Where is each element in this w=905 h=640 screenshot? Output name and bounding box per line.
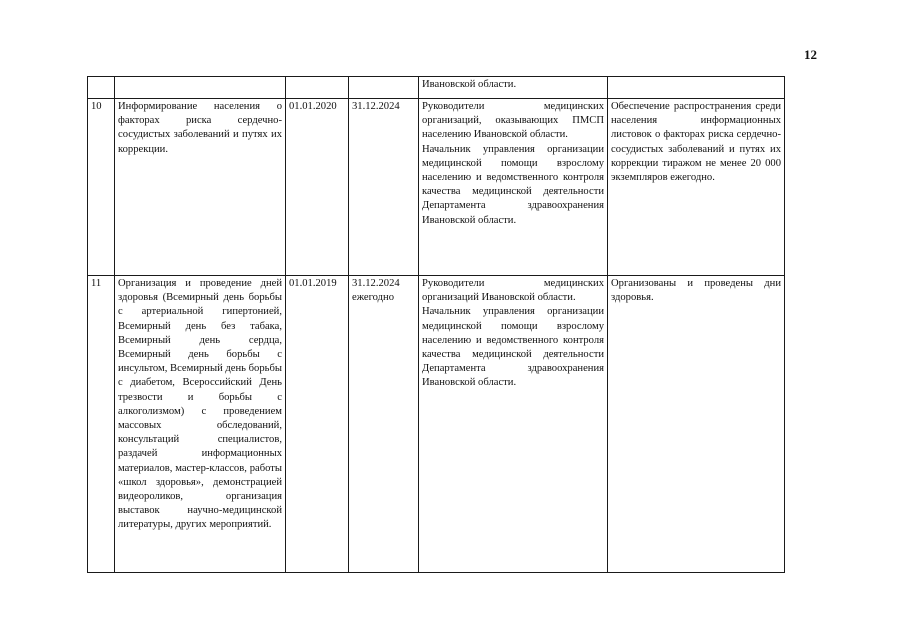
row-number-cell: 11 bbox=[88, 276, 115, 573]
result-cell bbox=[608, 77, 785, 99]
responsible-text: Начальник управления организации медицинской помощи взрослому населению и ведомственного контроля качества медицинской деятельности Департамента здравоохранения Ивановской области. bbox=[422, 306, 604, 389]
activity-cell: Информирование населения о факторах риска сердечно-сосудистых заболеваний и путях их коррекции. bbox=[115, 99, 286, 276]
row-number-cell bbox=[88, 77, 115, 99]
table-row bbox=[88, 77, 785, 99]
responsible-text: Руководители медицинских организаций, оказывающих ПМСП населению Ивановской области. bbox=[422, 101, 604, 141]
activity-cell: Организация и проведение дней здоровья (Всемирный день борьбы с артериальной гипертонией, Всемирный день без табака, Всемирный день сердца, Всемирный день борьбы с инсультом, Всемирный день борьбы с диабетом, Всероссийский День трезвости и борьбы с алкоголизмом) с проведением массовых обследований, консультаций специалистов, раздачей информационных материалов, мастер-классов, работы «школ здоровья», демонстрацией видеороликов, организация выставок научно-медицинской литературы, других мероприятий. bbox=[115, 276, 286, 573]
table-row bbox=[88, 276, 785, 573]
end-date-cell: 31.12.2024 bbox=[349, 99, 419, 276]
result-cell: Обеспечение распространения среди населения информационных листовок о факторах риска сердечно-сосудистых заболеваний и путях их коррекции тиражом не менее 20 000 экземпляров ежегодно. bbox=[608, 99, 785, 276]
start-date-cell: 01.01.2020 bbox=[286, 99, 349, 276]
responsible-text: Руководители медицинских организаций Ивановской области. bbox=[422, 278, 604, 304]
end-date-cell bbox=[349, 77, 419, 99]
start-date-cell bbox=[286, 77, 349, 99]
activity-table bbox=[87, 76, 785, 573]
responsible-cell bbox=[419, 99, 608, 276]
end-date-cell: 31.12.2024 ежегодно bbox=[349, 276, 419, 573]
result-cell: Организованы и проведены дни здоровья. bbox=[608, 276, 785, 573]
responsible-cell bbox=[419, 77, 608, 99]
row-number-cell: 10 bbox=[88, 99, 115, 276]
page-number: 12 bbox=[804, 47, 817, 62]
responsible-cell bbox=[419, 276, 608, 573]
responsible-text: Ивановской области. bbox=[422, 79, 517, 90]
table-row bbox=[88, 99, 785, 276]
activity-cell bbox=[115, 77, 286, 99]
responsible-text: Начальник управления организации медицинской помощи взрослому населению и ведомственного контроля качества медицинской деятельности Департамента здравоохранения Ивановской области. bbox=[422, 143, 604, 226]
start-date-cell: 01.01.2019 bbox=[286, 276, 349, 573]
